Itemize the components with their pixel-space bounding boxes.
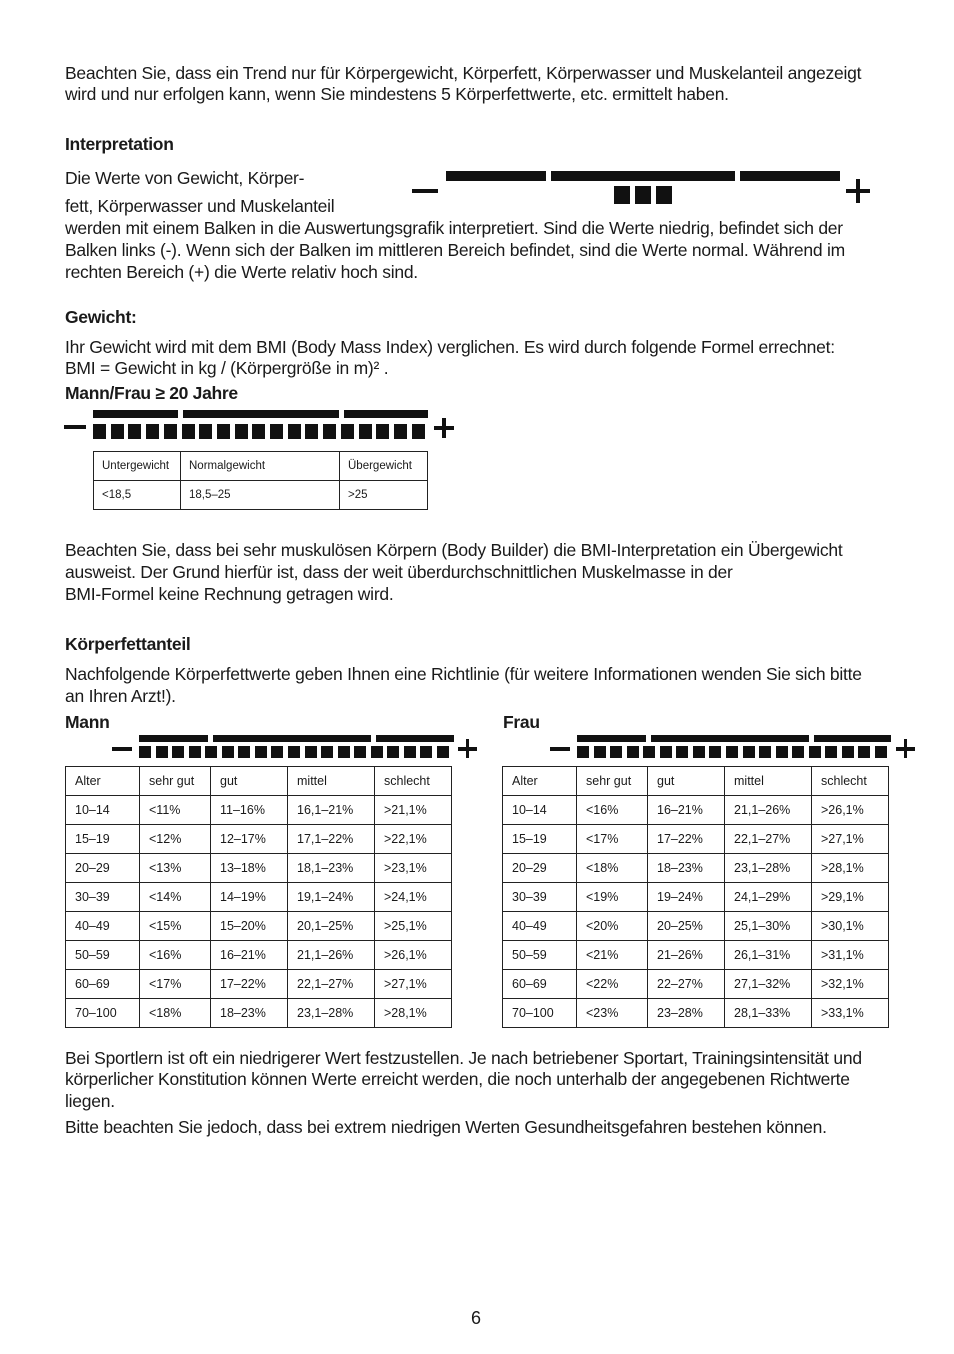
scale-segment <box>676 746 688 758</box>
weight-heading: Gewicht: <box>65 307 137 327</box>
table-header-row <box>503 767 889 796</box>
scale-bar-normal <box>213 735 371 742</box>
scale-segment <box>404 746 416 758</box>
table-header-cell: mittel <box>288 767 375 796</box>
table-cell: 15–19 <box>66 825 140 854</box>
scale-bar-low <box>93 410 178 418</box>
table-cell: >28,1% <box>375 999 452 1028</box>
table-cell: 16–21% <box>211 941 288 970</box>
bodyfat-note-1: Bei Sportlern ist oft ein niedrigerer Wert festzustellen. Je nach betriebener Sportart, Trainingsintensität und <box>65 1048 862 1068</box>
table-cell: 28,1–33% <box>725 999 812 1028</box>
female-label: Frau <box>503 712 540 732</box>
table-cell: 70–100 <box>503 999 577 1028</box>
scale-segment <box>359 424 372 439</box>
minus-sign <box>550 747 570 751</box>
table-row <box>66 912 452 941</box>
table-cell: 19–24% <box>648 883 725 912</box>
scale-bar-normal <box>651 735 809 742</box>
male-label: Mann <box>65 712 110 732</box>
table-row <box>503 854 889 883</box>
scale-segment <box>709 746 721 758</box>
scale-segment <box>594 746 606 758</box>
table-cell: 10–14 <box>503 796 577 825</box>
indicator-segment <box>614 186 630 204</box>
scale-bar-normal <box>551 171 735 181</box>
bmi-note-3: BMI-Formel keine Rechnung getragen wird. <box>65 584 394 604</box>
table-cell: >25 <box>340 481 428 510</box>
table-cell: 23,1–28% <box>725 854 812 883</box>
scale-segment <box>323 424 336 439</box>
bmi-note-2: ausweist. Der Grund hierfür ist, dass der weit überdurchschnittlichen Muskelmasse in der <box>65 562 733 582</box>
scale-segment <box>238 746 250 758</box>
scale-segment <box>172 746 184 758</box>
table-cell: >22,1% <box>375 825 452 854</box>
table-cell: <21% <box>577 941 648 970</box>
table-cell: 21,1–26% <box>288 941 375 970</box>
table-cell: <12% <box>140 825 211 854</box>
table-cell: 17,1–22% <box>288 825 375 854</box>
table-cell: <18% <box>140 999 211 1028</box>
scale-segment <box>270 424 283 439</box>
scale-segment <box>842 746 854 758</box>
scale-segment <box>182 424 195 439</box>
table-cell: >21,1% <box>375 796 452 825</box>
scale-segment <box>305 424 318 439</box>
table-cell: 60–69 <box>66 970 140 999</box>
scale-segment <box>759 746 771 758</box>
table-cell: 40–49 <box>66 912 140 941</box>
table-header-cell: Alter <box>66 767 140 796</box>
scale-bar-low <box>446 171 546 181</box>
table-cell: 16–21% <box>648 796 725 825</box>
table-cell: 22,1–27% <box>288 970 375 999</box>
table-cell: >29,1% <box>812 883 889 912</box>
table-row <box>94 452 428 481</box>
table-cell: 24,1–29% <box>725 883 812 912</box>
table-header-cell: schlecht <box>375 767 452 796</box>
table-cell: 22,1–27% <box>725 825 812 854</box>
plus-sign-v <box>442 418 446 438</box>
table-cell: 25,1–30% <box>725 912 812 941</box>
intro-line-1: Beachten Sie, dass ein Trend nur für Körpergewicht, Körperfett, Körperwasser und Muskelanteil angezeigt <box>65 63 862 83</box>
scale-segment <box>305 746 317 758</box>
table-cell: >27,1% <box>375 970 452 999</box>
table-row <box>66 970 452 999</box>
scale-segment <box>93 424 106 439</box>
table-cell: 21–26% <box>648 941 725 970</box>
table-cell: <19% <box>577 883 648 912</box>
scale-segment <box>610 746 622 758</box>
table-cell: >25,1% <box>375 912 452 941</box>
plus-sign-v <box>904 739 908 758</box>
table-row <box>66 883 452 912</box>
interpretation-line-3: werden mit einem Balken in die Auswertungsgrafik interpretiert. Sind die Werte niedrig, befindet sich der <box>65 218 843 238</box>
table-row <box>503 796 889 825</box>
scale-segment <box>875 746 887 758</box>
table-header-cell: Untergewicht <box>94 452 181 481</box>
scale-bar-high <box>740 171 840 181</box>
table-cell: 13–18% <box>211 854 288 883</box>
scale-segment <box>341 424 354 439</box>
indicator-segment <box>635 186 651 204</box>
table-cell: 70–100 <box>66 999 140 1028</box>
table-header-row <box>66 767 452 796</box>
table-cell: >23,1% <box>375 854 452 883</box>
table-header-cell: schlecht <box>812 767 889 796</box>
bmi-note-1: Beachten Sie, dass bei sehr muskulösen Körpern (Body Builder) die BMI-Interpretation ein Übergewicht <box>65 540 843 560</box>
scale-bar-low <box>577 735 646 742</box>
page-number: 6 <box>471 1308 482 1328</box>
scale-segment <box>217 424 230 439</box>
intro-line-2: wird und nur erfolgen kann, wenn Sie mindestens 5 Körperfettwerte, etc. ermittelt haben. <box>65 84 729 104</box>
table-row <box>503 825 889 854</box>
scale-segment <box>825 746 837 758</box>
table-cell: 12–17% <box>211 825 288 854</box>
interpretation-line-5: rechten Bereich (+) die Werte relativ hoch sind. <box>65 262 418 282</box>
table-cell: 50–59 <box>503 941 577 970</box>
male-bodyfat-table <box>65 766 452 1028</box>
scale-segment <box>394 424 407 439</box>
scale-segment <box>252 424 265 439</box>
table-cell: 15–20% <box>211 912 288 941</box>
table-cell: 23–28% <box>648 999 725 1028</box>
table-cell: >27,1% <box>812 825 889 854</box>
table-cell: <22% <box>577 970 648 999</box>
table-cell: <20% <box>577 912 648 941</box>
table-cell: <16% <box>140 941 211 970</box>
table-cell: 21,1–26% <box>725 796 812 825</box>
table-cell: <17% <box>577 825 648 854</box>
table-cell: <16% <box>577 796 648 825</box>
scale-segment <box>128 424 141 439</box>
scale-segment <box>354 746 366 758</box>
scale-segment <box>255 746 267 758</box>
scale-segment <box>420 746 432 758</box>
scale-segment <box>437 746 449 758</box>
table-row <box>66 941 452 970</box>
table-cell: 20,1–25% <box>288 912 375 941</box>
plus-sign-v <box>856 179 860 203</box>
table-row <box>503 970 889 999</box>
scale-segment <box>376 424 389 439</box>
scale-segment <box>577 746 589 758</box>
table-cell: >26,1% <box>812 796 889 825</box>
bodyfat-line-2: an Ihren Arzt!). <box>65 686 176 706</box>
table-cell: <15% <box>140 912 211 941</box>
scale-segment <box>643 746 655 758</box>
scale-segment <box>387 746 399 758</box>
table-header-cell: Normalgewicht <box>181 452 340 481</box>
scale-segment <box>222 746 234 758</box>
scale-segment <box>164 424 177 439</box>
scale-segment <box>726 746 738 758</box>
table-row <box>66 854 452 883</box>
table-cell: 20–25% <box>648 912 725 941</box>
minus-sign <box>112 747 132 751</box>
table-header-cell: sehr gut <box>140 767 211 796</box>
scale-segment <box>288 746 300 758</box>
scale-segment <box>627 746 639 758</box>
bmi-table <box>93 451 428 510</box>
table-row <box>503 941 889 970</box>
table-cell: 16,1–21% <box>288 796 375 825</box>
table-cell: 30–39 <box>503 883 577 912</box>
minus-sign <box>64 425 86 429</box>
table-cell: >30,1% <box>812 912 889 941</box>
indicator-segment <box>656 186 672 204</box>
table-cell: 19,1–24% <box>288 883 375 912</box>
scale-segment <box>156 746 168 758</box>
table-cell: >33,1% <box>812 999 889 1028</box>
table-cell: <13% <box>140 854 211 883</box>
table-header-cell: gut <box>211 767 288 796</box>
table-cell: 17–22% <box>211 970 288 999</box>
table-cell: 60–69 <box>503 970 577 999</box>
bodyfat-note-3: liegen. <box>65 1091 115 1111</box>
table-cell: 18,1–23% <box>288 854 375 883</box>
table-cell: 18–23% <box>648 854 725 883</box>
scale-segment <box>858 746 870 758</box>
table-cell: 40–49 <box>503 912 577 941</box>
table-cell: 26,1–31% <box>725 941 812 970</box>
scale-segment <box>660 746 672 758</box>
table-cell: 50–59 <box>66 941 140 970</box>
table-cell: <17% <box>140 970 211 999</box>
scale-segment <box>288 424 301 439</box>
scale-segment <box>776 746 788 758</box>
table-cell: 20–29 <box>503 854 577 883</box>
table-header-cell: sehr gut <box>577 767 648 796</box>
interpretation-line-4: Balken links (-). Wenn sich der Balken im mittleren Bereich befindet, sind die Werte normal. Während im <box>65 240 845 260</box>
table-cell: <18% <box>577 854 648 883</box>
table-cell: 15–19 <box>503 825 577 854</box>
table-row <box>66 825 452 854</box>
table-cell: >28,1% <box>812 854 889 883</box>
table-header-cell: Alter <box>503 767 577 796</box>
scale-segment <box>199 424 212 439</box>
table-cell: >32,1% <box>812 970 889 999</box>
table-row <box>503 883 889 912</box>
table-header-cell: mittel <box>725 767 812 796</box>
scale-segment <box>809 746 821 758</box>
table-header-cell: Übergewicht <box>340 452 428 481</box>
table-cell: <23% <box>577 999 648 1028</box>
table-cell: 18,5–25 <box>181 481 340 510</box>
interpretation-line-2: fett, Körperwasser und Muskelanteil <box>65 196 335 216</box>
scale-segment <box>271 746 283 758</box>
minus-sign <box>412 189 438 193</box>
female-bodyfat-table <box>502 766 889 1028</box>
scale-segment <box>321 746 333 758</box>
table-cell: 23,1–28% <box>288 999 375 1028</box>
table-row <box>94 481 428 510</box>
scale-segment <box>189 746 201 758</box>
table-cell: 17–22% <box>648 825 725 854</box>
bodyfat-note-4: Bitte beachten Sie jedoch, dass bei extrem niedrigen Werten Gesundheitsgefahren bestehen können. <box>65 1117 827 1137</box>
table-cell: 18–23% <box>211 999 288 1028</box>
scale-segment <box>743 746 755 758</box>
table-cell: <18,5 <box>94 481 181 510</box>
table-cell: 14–19% <box>211 883 288 912</box>
table-cell: 10–14 <box>66 796 140 825</box>
bodyfat-line-1: Nachfolgende Körperfettwerte geben Ihnen eine Richtlinie (für weitere Informationen wenden Sie sich bitte <box>65 664 862 684</box>
scale-segment <box>371 746 383 758</box>
scale-segment <box>111 424 124 439</box>
scale-bar-high <box>814 735 891 742</box>
scale-segment <box>338 746 350 758</box>
scale-segment <box>693 746 705 758</box>
weight-subheading: Mann/Frau ≥ 20 Jahre <box>65 383 238 403</box>
interpretation-heading: Interpretation <box>65 134 174 154</box>
scale-segment <box>146 424 159 439</box>
scale-segment <box>412 424 425 439</box>
table-row <box>503 999 889 1028</box>
scale-segment <box>205 746 217 758</box>
scale-bar-high <box>344 410 428 418</box>
weight-line-1: Ihr Gewicht wird mit dem BMI (Body Mass Index) verglichen. Es wird durch folgende Formel errechnet: <box>65 337 835 357</box>
table-cell: >24,1% <box>375 883 452 912</box>
scale-segment <box>139 746 151 758</box>
table-row <box>503 912 889 941</box>
interpretation-line-1: Die Werte von Gewicht, Körper- <box>65 168 305 188</box>
scale-segment <box>235 424 248 439</box>
scale-segment <box>792 746 804 758</box>
table-row <box>66 999 452 1028</box>
scale-bar-high <box>376 735 454 742</box>
table-cell: 30–39 <box>66 883 140 912</box>
table-cell: 11–16% <box>211 796 288 825</box>
plus-sign-v <box>466 739 470 758</box>
table-cell: 27,1–32% <box>725 970 812 999</box>
table-cell: <11% <box>140 796 211 825</box>
table-cell: 22–27% <box>648 970 725 999</box>
bodyfat-heading: Körperfettanteil <box>65 634 191 654</box>
table-cell: >26,1% <box>375 941 452 970</box>
table-cell: 20–29 <box>66 854 140 883</box>
bodyfat-note-2: körperlicher Konstitution können Werte erreicht werden, die noch unterhalb der angegebenen Richtwerte <box>65 1069 850 1089</box>
table-cell: <14% <box>140 883 211 912</box>
weight-line-2: BMI = Gewicht in kg / (Körpergröße in m)² . <box>65 358 389 378</box>
table-row <box>66 796 452 825</box>
scale-bar-low <box>139 735 208 742</box>
table-cell: >31,1% <box>812 941 889 970</box>
table-header-cell: gut <box>648 767 725 796</box>
scale-bar-normal <box>183 410 339 418</box>
